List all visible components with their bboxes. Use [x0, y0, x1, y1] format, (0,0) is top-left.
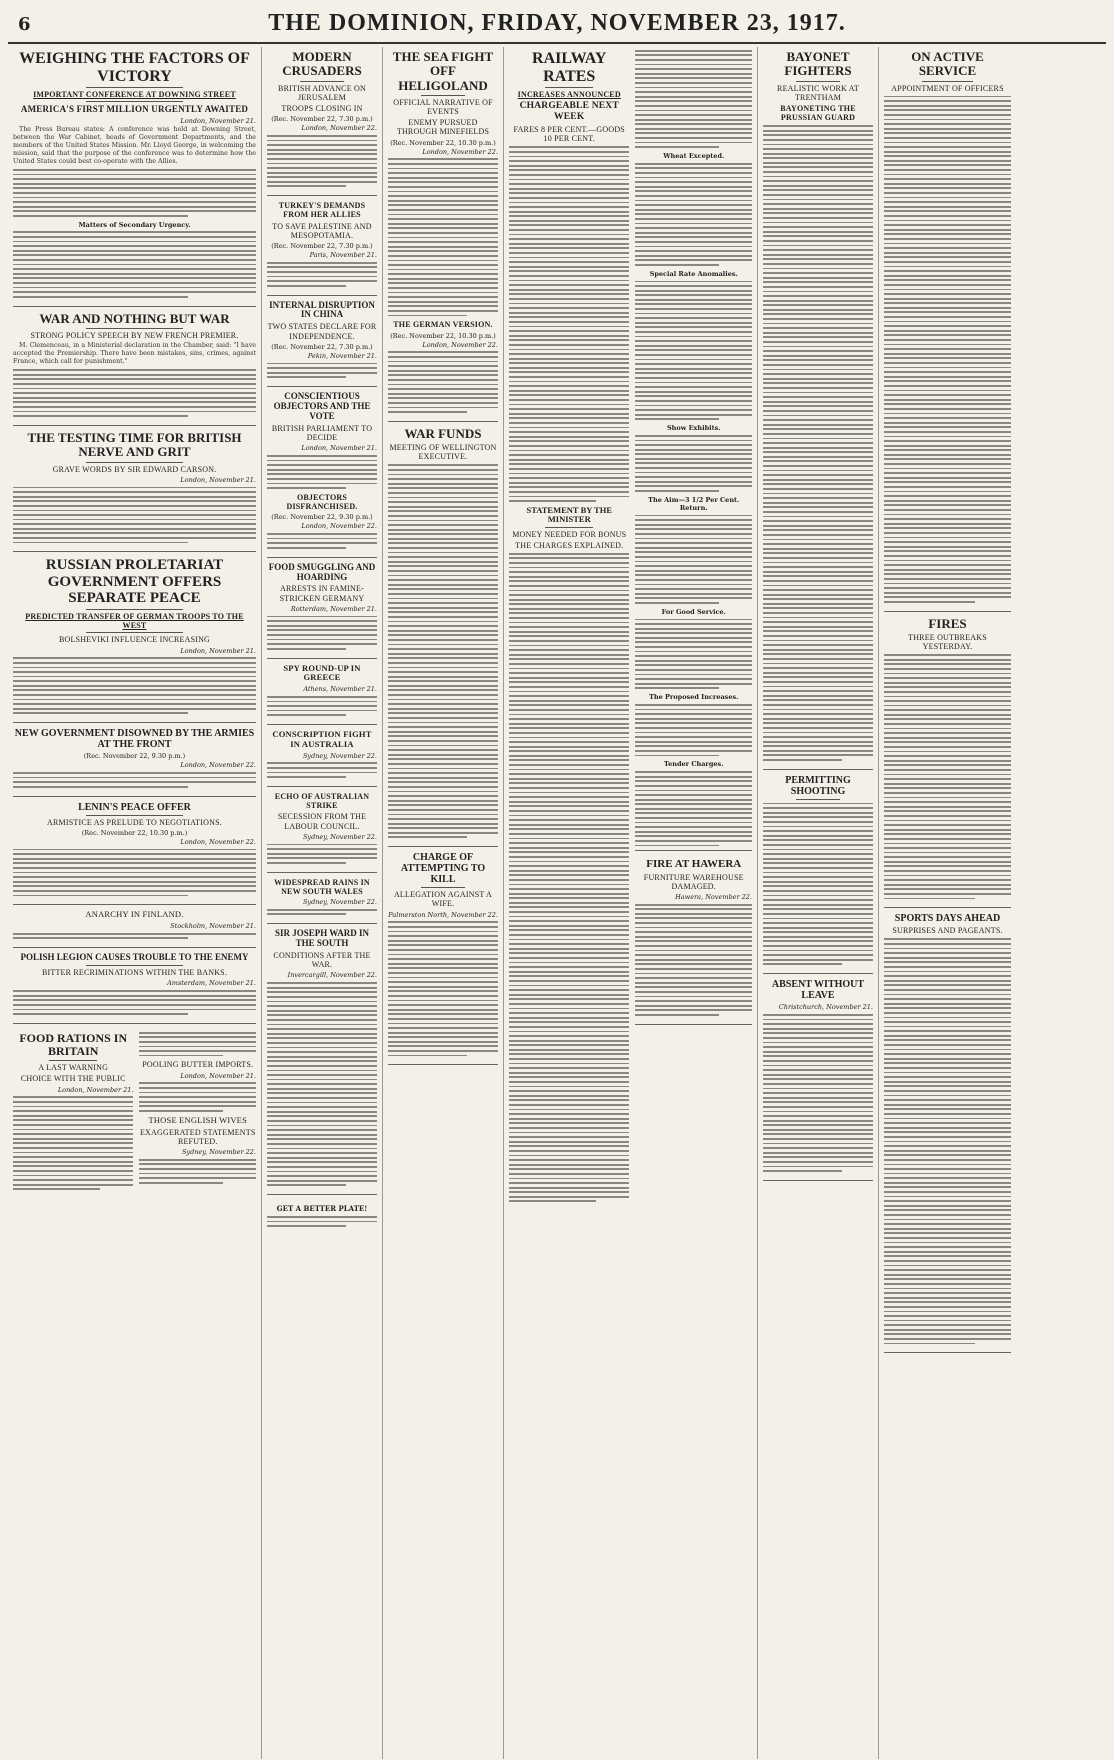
dateline: London, November 21.: [180, 475, 256, 484]
column-5: [758, 47, 879, 1759]
page-number: 6: [18, 14, 31, 35]
subhead: FARES 8 PER CENT.—GOODS 10 PER CENT.: [513, 125, 625, 144]
dateline: London, November 22.: [180, 761, 256, 770]
dateline: Hawera, November 22.: [675, 892, 752, 901]
dateline: Sydney, November 22.: [302, 898, 377, 907]
headline: CONSCRIPTION FIGHT IN AUSTRALIA: [272, 729, 372, 749]
article-spy-roundup: [267, 664, 377, 726]
article-conscription-australia: [267, 730, 377, 787]
article-butter-wives: [139, 1029, 256, 1194]
article-australian-strike: [267, 792, 377, 873]
article-bayonet-fighters: [763, 50, 873, 770]
masthead-title: THE DOMINION, FRIDAY, NOVEMBER 23, 1917.: [268, 10, 846, 36]
subhead: BRITISH ADVANCE ON JERUSALEM: [278, 83, 366, 102]
headline: FIRES: [928, 615, 967, 631]
subhead: CHOICE WITH THE PUBLIC: [20, 1074, 126, 1084]
received-date: (Rec. November 22, 10.30 p.m.): [390, 331, 496, 340]
dateline: London, November 22.: [180, 837, 256, 846]
subhead: STRONG POLICY SPEECH BY NEW FRENCH PREMIER.: [30, 330, 239, 340]
subhead: TROOPS CLOSING IN: [281, 103, 363, 113]
column-3: [383, 47, 504, 1759]
received-date: (Rec. November 22, 7.30 p.m.): [271, 242, 373, 251]
subhead: TWO STATES DECLARE FOR INDEPENDENCE.: [267, 322, 377, 341]
subhead: MONEY NEEDED FOR BONUS: [512, 529, 627, 539]
headline: FOOD RATIONS IN BRITAIN: [19, 1030, 128, 1059]
article-sports-days: [884, 913, 1011, 1353]
headline: ON ACTIVE SERVICE: [911, 49, 984, 79]
headline: TURKEY'S DEMANDS FROM HER ALLIES: [278, 201, 366, 220]
article-railway-continued: [635, 47, 752, 1206]
headline: CHARGE OF ATTEMPTING TO KILL: [400, 852, 486, 886]
article-weighing-factors: [13, 50, 256, 307]
article-food-smuggling: [267, 563, 377, 659]
subhead: IMPORTANT CONFERENCE AT DOWNING STREET: [33, 90, 236, 100]
column-4: [504, 47, 758, 1759]
headline: OBJECTORS DISFRANCHISED.: [286, 492, 358, 512]
dateline: London, November 21.: [57, 1085, 134, 1094]
subhead: A LAST WARNING: [38, 1063, 109, 1073]
headline: THE SEA FIGHT OFF HELIGOLAND: [392, 49, 494, 93]
headline: WIDESPREAD RAINS IN NEW SOUTH WALES: [274, 877, 370, 896]
dateline: London, November 21.: [301, 444, 377, 453]
subhead: BRITISH PARLIAMENT TO DECIDE: [271, 423, 373, 442]
article-rains-nsw: [267, 878, 377, 925]
received-date: (Rec. November 22, 9.30 p.m.): [271, 513, 373, 522]
article-permitting-shooting: [763, 775, 873, 974]
headline: POLISH LEGION CAUSES TROUBLE TO THE ENEMY: [20, 952, 249, 963]
column-2: [262, 47, 383, 1759]
received-date: (Rec. November 22, 9.30 p.m.): [83, 752, 186, 761]
dateline: Sydney, November 22.: [302, 751, 377, 760]
article-russian-proletariat: [13, 557, 256, 723]
article-testing-time: [13, 431, 256, 553]
dateline: London, November 22.: [301, 124, 377, 133]
masthead: [8, 8, 1106, 44]
subhead: INCREASES ANNOUNCED: [517, 90, 621, 100]
dateline: Pekin, November 21.: [307, 351, 377, 360]
subhead: ALLEGATION AGAINST A WIFE.: [393, 890, 493, 909]
headline: THE GERMAN VERSION.: [393, 320, 493, 330]
article-conscientious-objectors: [267, 392, 377, 558]
article-polish-legion: [13, 953, 256, 1024]
subhead: REALISTIC WORK AT TRENTHAM: [777, 83, 859, 102]
subhead: THE CHARGES EXPLAINED.: [515, 540, 624, 550]
dateline: Sydney, November 22.: [302, 832, 377, 841]
headline: LENIN'S PEACE OFFER: [78, 801, 191, 813]
headline: SPY ROUND-UP IN GREECE: [283, 662, 361, 683]
headline: ANARCHY IN FINLAND.: [85, 909, 184, 920]
article-sir-joseph-ward: [267, 929, 377, 1195]
dateline: London, November 22.: [422, 147, 498, 156]
dateline: Invercargill, November 22.: [287, 971, 377, 980]
dateline: Palmerston North, November 22.: [388, 910, 498, 919]
article-war-funds: [388, 427, 498, 847]
headline: POOLING BUTTER IMPORTS.: [142, 1060, 254, 1070]
headline: ABSENT WITHOUT LEAVE: [771, 979, 865, 1002]
subhead: TO SAVE PALESTINE AND MESOPOTAMIA.: [272, 221, 372, 240]
headline: PERMITTING SHOOTING: [785, 774, 851, 797]
section-heading: Tender Charges.: [664, 760, 724, 769]
article-fire-hawera: [635, 850, 752, 1024]
subhead: MEETING OF WELLINGTON EXECUTIVE.: [389, 443, 497, 462]
article-heligoland: [388, 50, 498, 422]
article-absent-without-leave: [763, 979, 873, 1181]
bottom-split: [13, 1029, 256, 1194]
article-modern-crusaders: [267, 50, 377, 196]
section-heading: Wheat Excepted.: [663, 152, 725, 161]
article-food-rations: [13, 1029, 133, 1194]
subhead: GRAVE WORDS BY SIR EDWARD CARSON.: [52, 464, 217, 474]
article-charge-attempting-kill: [388, 852, 498, 1065]
headline: NEW GOVERNMENT DISOWNED BY THE ARMIES AT THE FRONT: [14, 728, 255, 751]
dateline: Amsterdam, November 21.: [167, 979, 256, 988]
headline: RUSSIAN PROLETARIAT GOVERNMENT OFFERS SEPARATE PEACE: [45, 557, 224, 607]
dateline: Rotterdam, November 21.: [290, 604, 377, 613]
subhead: AMERICA'S FIRST MILLION URGENTLY AWAITED: [20, 104, 249, 115]
article-china: [267, 301, 377, 388]
railway-split: [509, 47, 752, 1206]
article-turkey-demands: [267, 201, 377, 295]
received-date: (Rec. November 22, 7.30 p.m.): [271, 115, 373, 124]
received-date: (Rec. November 22, 7.30 p.m.): [271, 342, 373, 351]
subhead: EXAGGERATED STATEMENTS REFUTED.: [139, 1127, 256, 1146]
dateline: Athens, November 21.: [303, 685, 377, 694]
dateline: London, November 22.: [422, 340, 498, 349]
dateline: Paris, November 21.: [309, 251, 377, 260]
headline: MODERN CRUSADERS: [282, 49, 362, 79]
headline: STATEMENT BY THE MINISTER: [526, 504, 612, 525]
ad-headline: GET A BETTER PLATE!: [276, 1204, 368, 1214]
received-date: (Rec. November 22, 10.30 p.m.): [81, 828, 188, 837]
section-heading: Matters of Secondary Urgency.: [78, 220, 191, 229]
headline: THE TESTING TIME FOR BRITISH NERVE AND GRIT: [27, 429, 242, 460]
subhead: ENEMY PURSUED THROUGH MINEFIELDS: [396, 118, 490, 137]
headline: FOOD SMUGGLING AND HOARDING: [268, 561, 376, 582]
subhead: THREE OUTBREAKS YESTERDAY.: [908, 632, 987, 652]
dateline: London, November 21.: [180, 116, 256, 125]
subhead: OFFICIAL NARRATIVE OF EVENTS: [393, 97, 493, 117]
dateline: London, November 22.: [301, 522, 377, 531]
subhead: FURNITURE WAREHOUSE DAMAGED.: [643, 872, 744, 891]
dateline: Stockholm, November 21.: [170, 922, 256, 931]
section-heading: Special Rate Anomalies.: [649, 269, 738, 278]
section-heading: The Proposed Increases.: [649, 693, 739, 702]
headline: WAR AND NOTHING BUT WAR: [39, 310, 230, 326]
column-1: [8, 47, 262, 1759]
body-lines: [13, 169, 256, 217]
article-fires: [884, 617, 1011, 909]
article-on-active-service: [884, 50, 1011, 612]
column-6: [879, 47, 1016, 1759]
article-body: The Press Bureau states: A conference was held at Downing Street, between the War Cabinet, heads of Government Departments, and the members of the United States Mission. Mr. Lloyd George, in welcoming the mission, said that the purpose of the conference was to determine how the United States could best co-operate with the Allies.: [13, 125, 256, 165]
subhead: BITTER RECRIMINATIONS WITHIN THE BANKS.: [41, 968, 228, 978]
dateline: London, November 21.: [180, 646, 256, 655]
article-new-government: [13, 728, 256, 796]
article-war-and-nothing: [13, 312, 256, 426]
article-anarchy-finland: [13, 910, 256, 948]
subhead: ARMISTICE AS PRELUDE TO NEGOTIATIONS.: [47, 817, 222, 827]
headline: WAR FUNDS: [404, 425, 482, 441]
headline: THOSE ENGLISH WIVES: [148, 1114, 248, 1125]
article-lenin-peace: [13, 802, 256, 906]
subhead: CONDITIONS AFTER THE WAR.: [273, 951, 371, 970]
dateline: Christchurch, November 21.: [778, 1003, 873, 1012]
subhead: ARRESTS IN FAMINE-STRICKEN GERMANY: [279, 584, 365, 603]
headline: BAYONET FIGHTERS: [784, 49, 852, 79]
subhead: APPOINTMENT OF OFFICERS: [891, 83, 1004, 93]
article-body: M. Clemenceau, in a Ministerial declaration in the Chamber, said: "I have accepted the Premiership. There have been mistakes, sins, crimes, against France, which call for punishment.": [13, 342, 256, 366]
article-railway-rates: [509, 47, 629, 1206]
dateline: Sydney, November 22.: [181, 1147, 256, 1156]
headline: CONSCIENTIOUS OBJECTORS AND THE VOTE: [273, 391, 371, 421]
received-date: (Rec. November 22, 10.30 p.m.): [390, 138, 496, 147]
subhead: BOLSHEVIKI INFLUENCE INCREASING: [58, 635, 211, 645]
headline: INTERNAL DISRUPTION IN CHINA: [269, 299, 375, 320]
headline: ECHO OF AUSTRALIAN STRIKE: [274, 791, 370, 811]
headline: FIRE AT HAWERA: [646, 858, 742, 871]
headline: WEIGHING THE FACTORS OF VICTORY: [19, 50, 250, 85]
subhead: CHARGEABLE NEXT WEEK: [519, 101, 619, 123]
subhead: SURPRISES AND PAGEANTS.: [892, 926, 1003, 936]
columns: [8, 47, 1106, 1759]
subhead: SECESSION FROM THE LABOUR COUNCIL.: [277, 812, 367, 831]
advertisement: [267, 1200, 377, 1235]
subhead: PREDICTED TRANSFER OF GERMAN TROOPS TO THE WEST: [25, 611, 244, 631]
dateline: London, November 21.: [180, 1071, 256, 1080]
section-heading: The Aim—3 1/2 Per Cent. Return.: [648, 495, 740, 512]
section-heading: For Good Service.: [661, 607, 726, 616]
section-heading: Show Exhibits.: [666, 424, 721, 433]
headline: RAILWAY RATES: [532, 50, 607, 85]
subhead: BAYONETING THE PRUSSIAN GUARD: [780, 103, 856, 123]
headline: SIR JOSEPH WARD IN THE SOUTH: [274, 928, 370, 949]
headline: SPORTS DAYS AHEAD: [894, 913, 1001, 925]
